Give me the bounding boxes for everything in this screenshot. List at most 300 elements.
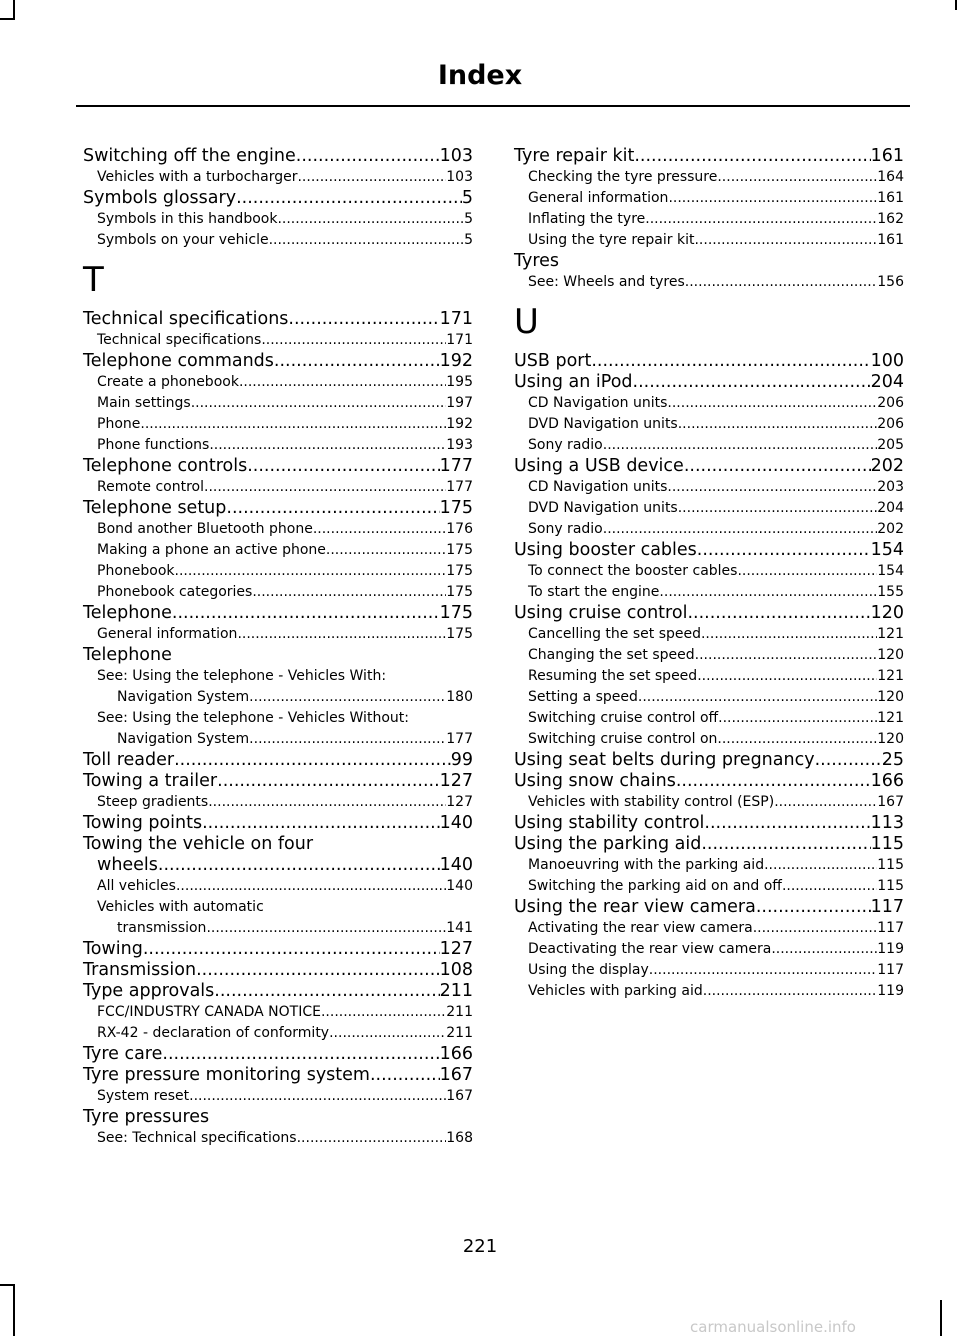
index-page-number: 115 [877, 857, 904, 873]
dot-leader [701, 834, 870, 855]
index-entry-label: Towing a trailer [83, 771, 218, 791]
dot-leader [261, 330, 446, 351]
index-subentry [83, 666, 473, 687]
dot-leader [172, 603, 440, 624]
dot-leader [638, 687, 877, 708]
index-subentry [83, 897, 473, 918]
index-subentry [514, 687, 904, 708]
index-entry [514, 456, 904, 477]
index-page-number: 176 [446, 521, 473, 537]
index-column-right [514, 146, 904, 1002]
index-page-number: 161 [877, 232, 904, 248]
index-entry [83, 981, 473, 1002]
index-page-number: 5 [464, 232, 473, 248]
index-page-number: 193 [446, 437, 473, 453]
index-entry-label: Tyre pressure monitoring system [83, 1065, 370, 1085]
index-entry-label: Symbols on your vehicle [97, 232, 269, 248]
index-page-number: 127 [439, 939, 473, 959]
dot-leader [764, 855, 877, 876]
index-subentry [514, 918, 904, 939]
dot-leader [645, 209, 877, 230]
index-subentry [83, 918, 473, 939]
dot-leader [676, 771, 871, 792]
index-entry-label: Using the parking aid [514, 834, 702, 854]
index-page-number: 120 [870, 603, 904, 623]
index-page-number: 192 [439, 351, 473, 371]
index-entry-label: Phone [97, 416, 141, 432]
index-entry-label: Type approvals [83, 981, 215, 1001]
index-subentry [83, 729, 473, 750]
dot-leader [249, 729, 446, 750]
dot-leader [717, 167, 877, 188]
dot-leader [771, 939, 877, 960]
index-entry-label: Cancelling the set speed [528, 626, 701, 642]
index-entry-label: Symbols in this handbook [97, 211, 278, 227]
dot-leader [697, 666, 877, 687]
dot-leader [140, 414, 446, 435]
dot-leader [737, 561, 877, 582]
dot-leader [667, 477, 877, 498]
index-page-number: 119 [877, 941, 904, 957]
index-entry-label: Using an iPod [514, 372, 633, 392]
index-page-number: 115 [870, 834, 904, 854]
index-subentry [83, 435, 473, 456]
index-page-number: 204 [877, 500, 904, 516]
index-entry-label: General information [97, 626, 238, 642]
index-page-number: 120 [877, 731, 904, 747]
index-entry-label: To connect the booster cables [528, 563, 738, 579]
index-entry [83, 351, 473, 372]
dot-leader [189, 1086, 446, 1107]
index-entry [514, 146, 904, 167]
index-subentry [83, 372, 473, 393]
dot-leader [236, 188, 462, 209]
index-page-number: 5 [461, 188, 473, 208]
index-page-number: 175 [446, 626, 473, 642]
index-entry-label: Using a USB device [514, 456, 684, 476]
index-entry [514, 834, 904, 855]
dot-leader [162, 1044, 439, 1065]
index-subentry [514, 855, 904, 876]
index-entry-label: See: Technical specifications [97, 1130, 297, 1146]
dot-leader [782, 876, 877, 897]
index-entry [83, 188, 473, 209]
index-subentry [83, 540, 473, 561]
index-subentry [83, 792, 473, 813]
index-entry-label: Using the rear view camera [514, 897, 756, 917]
index-page-number: 175 [446, 563, 473, 579]
index-page-number: 192 [446, 416, 473, 432]
index-subentry [83, 393, 473, 414]
index-entry-label: RX-42 - declaration of conformity [97, 1025, 330, 1041]
index-entry [83, 834, 473, 855]
index-entry [514, 603, 904, 624]
index-page-number: 113 [870, 813, 904, 833]
index-subentry [514, 414, 904, 435]
crop-mark-top-left-v [13, 0, 15, 20]
index-entry-label: Towing the vehicle on four [83, 834, 314, 854]
index-page-number: 127 [446, 794, 473, 810]
index-entry-label: Vehicles with a turbocharger [97, 169, 298, 185]
index-entry-label: Sony radio [528, 437, 603, 453]
index-subentry [514, 729, 904, 750]
dot-leader [269, 230, 465, 251]
index-entry-label: Manoeuvring with the parking aid [528, 857, 765, 873]
index-subentry [514, 645, 904, 666]
index-entry-label: Telephone controls [83, 456, 248, 476]
index-page-number: 166 [439, 1044, 473, 1064]
index-entry-label: Create a phonebook [97, 374, 239, 390]
index-page-number: 195 [446, 374, 473, 390]
index-section-letter: U [514, 302, 539, 342]
dot-leader [684, 456, 871, 477]
dot-leader [202, 813, 439, 834]
dot-leader [704, 813, 870, 834]
index-page-number: 177 [446, 479, 473, 495]
index-entry-label: Symbols glossary [83, 188, 237, 208]
dot-leader [753, 918, 878, 939]
index-subentry [83, 876, 473, 897]
index-entry-label: Using the display [528, 962, 649, 978]
index-entry-label: Tyre repair kit [514, 146, 635, 166]
index-entry-label: Navigation System [117, 689, 250, 705]
dot-leader [685, 272, 877, 293]
dot-leader [249, 687, 446, 708]
dot-leader [329, 1023, 446, 1044]
dot-leader [633, 372, 871, 393]
dot-leader [277, 209, 464, 230]
index-entry-label: Vehicles with automatic [97, 899, 264, 915]
dot-leader [237, 624, 446, 645]
dot-leader [214, 981, 439, 1002]
index-entry [83, 771, 473, 792]
index-entry [83, 498, 473, 519]
index-page-number: 202 [877, 521, 904, 537]
index-entry-label: To start the engine [528, 584, 660, 600]
index-subentry [83, 561, 473, 582]
index-page-number: 25 [881, 750, 904, 770]
index-page-number: 127 [439, 771, 473, 791]
index-page-number: 175 [439, 603, 473, 623]
index-page-number: 211 [446, 1004, 473, 1020]
index-page-number: 115 [877, 878, 904, 894]
index-entry [83, 645, 473, 666]
dot-leader [667, 393, 877, 414]
index-entry-label: Telephone setup [83, 498, 227, 518]
index-entry-label: Telephone commands [83, 351, 274, 371]
index-page-number: 203 [877, 479, 904, 495]
index-entry-label: Using seat belts during pregnancy [514, 750, 815, 770]
dot-leader [649, 960, 877, 981]
index-entry-label: Phone functions [97, 437, 210, 453]
index-subentry [514, 435, 904, 456]
index-entry-label: Resuming the set speed [528, 668, 698, 684]
index-entry-label: Technical specifications [97, 332, 262, 348]
index-page-number: 119 [877, 983, 904, 999]
index-entry-label: Tyre pressures [83, 1107, 210, 1127]
index-entry [83, 1107, 473, 1128]
index-entry [83, 309, 473, 330]
index-page-number: 103 [446, 169, 473, 185]
index-subentry [83, 209, 473, 230]
index-page-number: 140 [439, 855, 473, 875]
index-page-number: 108 [439, 960, 473, 980]
dot-leader [694, 230, 877, 251]
index-entry-label: USB port [514, 351, 592, 371]
index-subentry [83, 1023, 473, 1044]
index-entry-label: Towing points [83, 813, 203, 833]
dot-leader [321, 1002, 446, 1023]
index-entry [514, 813, 904, 834]
index-page-number: 175 [446, 542, 473, 558]
index-page-number: 166 [870, 771, 904, 791]
index-page-number: 202 [870, 456, 904, 476]
index-entry-label: Steep gradients [97, 794, 209, 810]
index-subentry [514, 393, 904, 414]
index-entry-label: wheels [97, 855, 158, 875]
index-entry-label: CD Navigation units [528, 395, 668, 411]
index-entry-label: Checking the tyre pressure [528, 169, 718, 185]
dot-leader [226, 498, 439, 519]
index-entry-label: Navigation System [117, 731, 250, 747]
index-entry-label: Main settings [97, 395, 191, 411]
index-subentry [83, 624, 473, 645]
crop-mark-top-right [955, 0, 957, 10]
index-section-letter: T [83, 260, 104, 300]
index-subentry [514, 498, 904, 519]
dot-leader [717, 729, 877, 750]
index-entry-label: Making a phone an active phone [97, 542, 326, 558]
index-entry-label: Bond another Bluetooth phone [97, 521, 313, 537]
index-entry-label: Switching the parking aid on and off [528, 878, 782, 894]
index-column-left [83, 146, 473, 1149]
index-page-number: 206 [877, 395, 904, 411]
dot-leader [296, 146, 440, 167]
dot-leader [252, 582, 446, 603]
index-page-number: 211 [446, 1025, 473, 1041]
index-entry-label: Tyre care [83, 1044, 163, 1064]
index-subentry [514, 477, 904, 498]
index-entry [514, 750, 904, 771]
index-subentry [514, 272, 904, 293]
index-page-number: 155 [877, 584, 904, 600]
dot-leader [297, 1128, 447, 1149]
index-subentry [83, 414, 473, 435]
index-subentry [514, 981, 904, 1002]
index-entry-label: Transmission [83, 960, 197, 980]
index-entry-label: All vehicles [97, 878, 176, 894]
page-number: 221 [462, 1236, 498, 1257]
index-subentry [514, 708, 904, 729]
index-entry-label: Phonebook [97, 563, 175, 579]
index-entry-label: CD Navigation units [528, 479, 668, 495]
index-entry-label: Setting a speed [528, 689, 638, 705]
index-entry-label: Using the tyre repair kit [528, 232, 695, 248]
index-entry-label: Using cruise control [514, 603, 688, 623]
index-page-number: 167 [877, 794, 904, 810]
dot-leader [288, 309, 439, 330]
dot-leader [774, 792, 877, 813]
dot-leader [158, 855, 440, 876]
dot-leader [274, 351, 440, 372]
index-subentry [83, 1002, 473, 1023]
dot-leader [695, 645, 878, 666]
index-page-number: 117 [870, 897, 904, 917]
index-subentry [83, 687, 473, 708]
index-page-number: 161 [870, 146, 904, 166]
index-entry-label: See: Wheels and tyres [528, 274, 685, 290]
index-entry [83, 939, 473, 960]
crop-mark-bottom-right-v [940, 1300, 942, 1336]
index-subentry [83, 167, 473, 188]
index-page-number: 204 [870, 372, 904, 392]
index-entry-label: Switching cruise control off [528, 710, 719, 726]
dot-leader [239, 372, 446, 393]
index-subentry [514, 939, 904, 960]
index-entry-label: Deactivating the rear view camera [528, 941, 772, 957]
dot-leader [668, 188, 877, 209]
dot-leader [247, 456, 439, 477]
dot-leader [208, 792, 446, 813]
index-page-number: 161 [877, 190, 904, 206]
index-page-number: 168 [446, 1130, 473, 1146]
dot-leader [659, 582, 877, 603]
crop-mark-bottom-left-h [0, 1284, 15, 1286]
index-entry [83, 603, 473, 624]
index-entry-label: See: Using the telephone - Vehicles With: [97, 668, 387, 684]
index-entry-label: Sony radio [528, 521, 603, 537]
index-page-number: 121 [877, 626, 904, 642]
dot-leader [718, 708, 877, 729]
dot-leader [756, 897, 871, 918]
index-subentry [83, 708, 473, 729]
index-entry-label: Remote control [97, 479, 204, 495]
index-entry-label: See: Using the telephone - Vehicles Without: [97, 710, 409, 726]
index-entry [83, 855, 473, 876]
index-page-number: 117 [877, 962, 904, 978]
dot-leader [217, 771, 439, 792]
dot-leader [703, 981, 878, 1002]
index-entry-label: Phonebook categories [97, 584, 253, 600]
index-entry-label: DVD Navigation units [528, 416, 678, 432]
dot-leader [209, 435, 446, 456]
index-entry-label: Switching cruise control on [528, 731, 718, 747]
index-entry-label: Using stability control [514, 813, 705, 833]
index-subentry [83, 230, 473, 251]
index-subentry [83, 519, 473, 540]
index-entry [83, 1044, 473, 1065]
dot-leader [174, 750, 451, 771]
index-entry-label: Towing [83, 939, 143, 959]
index-subentry [514, 792, 904, 813]
index-entry-label: Activating the rear view camera [528, 920, 753, 936]
index-subentry [83, 582, 473, 603]
index-page-number: 175 [446, 584, 473, 600]
index-page-number: 167 [446, 1088, 473, 1104]
index-entry-label: Switching off the engine [83, 146, 296, 166]
index-entry [514, 251, 904, 272]
index-page-number: 205 [877, 437, 904, 453]
dot-leader [687, 603, 870, 624]
index-entry [83, 960, 473, 981]
dot-leader [176, 876, 446, 897]
index-entry-label: Vehicles with stability control (ESP) [528, 794, 775, 810]
index-page-number: 171 [446, 332, 473, 348]
dot-leader [206, 918, 446, 939]
index-page-number: 162 [877, 211, 904, 227]
index-page-number: 120 [877, 689, 904, 705]
dot-leader [297, 167, 446, 188]
dot-leader [678, 414, 878, 435]
index-page-number: 120 [877, 647, 904, 663]
dot-leader [815, 750, 882, 771]
index-page-number: 140 [446, 878, 473, 894]
dot-leader [634, 146, 870, 167]
index-page-number: 100 [870, 351, 904, 371]
index-subentry [83, 1086, 473, 1107]
index-entry-label: FCC/INDUSTRY CANADA NOTICE [97, 1004, 321, 1020]
index-page-number: 164 [877, 169, 904, 185]
index-entry-label: Telephone [83, 603, 172, 623]
index-page-number: 211 [439, 981, 473, 1001]
index-entry [83, 456, 473, 477]
index-entry-label: Technical specifications [83, 309, 289, 329]
index-page-number: 121 [877, 668, 904, 684]
index-page-number: 167 [439, 1065, 473, 1085]
index-subentry [514, 209, 904, 230]
index-page-number: 5 [464, 211, 473, 227]
index-page-number: 206 [877, 416, 904, 432]
index-page-number: 141 [446, 920, 473, 936]
index-subentry [83, 330, 473, 351]
crop-mark-top-left-h [0, 18, 15, 20]
index-subentry [514, 519, 904, 540]
index-page-number: 121 [877, 710, 904, 726]
index-subentry [514, 582, 904, 603]
index-subentry [514, 624, 904, 645]
index-entry-label: Using booster cables [514, 540, 697, 560]
dot-leader [701, 624, 877, 645]
index-entry-label: Toll reader [83, 750, 175, 770]
index-subentry [514, 167, 904, 188]
index-subentry [514, 188, 904, 209]
index-subentry [514, 960, 904, 981]
index-entry [514, 351, 904, 372]
dot-leader [603, 435, 878, 456]
index-page-number: 140 [439, 813, 473, 833]
index-page-number: 175 [439, 498, 473, 518]
dot-leader [143, 939, 440, 960]
index-subentry [83, 1128, 473, 1149]
index-page-number: 99 [450, 750, 473, 770]
header-rule [76, 105, 910, 107]
dot-leader [697, 540, 871, 561]
index-entry-label: Using snow chains [514, 771, 676, 791]
index-entry-label: transmission [117, 920, 207, 936]
index-subentry [514, 876, 904, 897]
watermark: carmanualsonline.info [690, 1318, 856, 1336]
dot-leader [370, 1065, 440, 1086]
dot-leader [326, 540, 446, 561]
dot-leader [175, 561, 447, 582]
index-page-number: 180 [446, 689, 473, 705]
index-page-number: 177 [446, 731, 473, 747]
dot-leader [678, 498, 878, 519]
index-page-number: 117 [877, 920, 904, 936]
dot-leader [313, 519, 446, 540]
index-entry-label: Changing the set speed [528, 647, 695, 663]
index-entry-label: DVD Navigation units [528, 500, 678, 516]
